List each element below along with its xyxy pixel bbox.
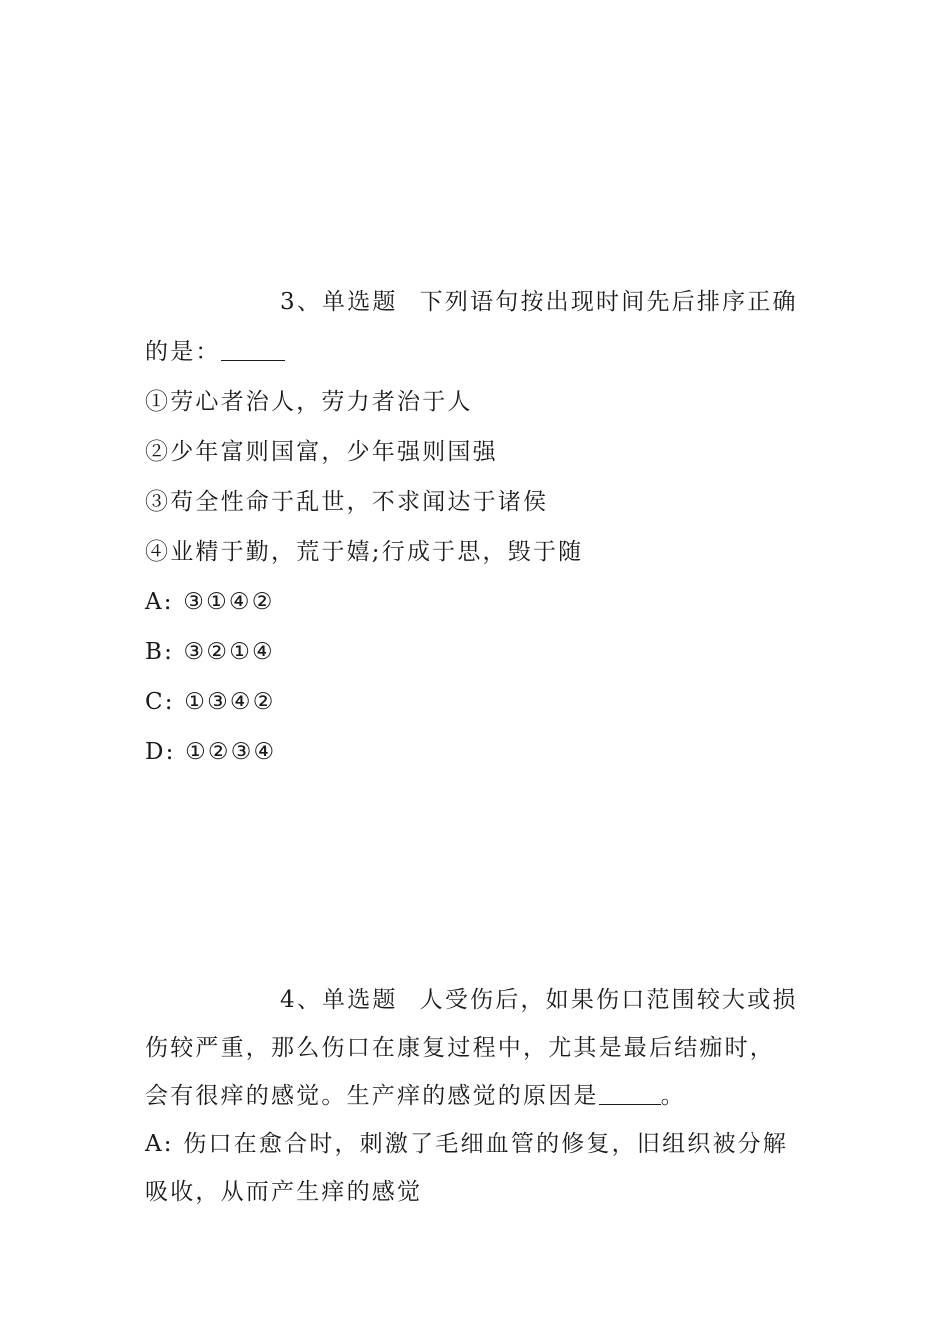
question-3 (145, 282, 810, 782)
question-4-stem-text: 会有很痒的感觉。生产痒的感觉的原因是 (145, 1083, 599, 1109)
question-3-item-2: ②少年富则国富，少年强则国强 (145, 439, 498, 465)
question-4-stem-end: 。 (660, 1083, 686, 1109)
question-4-stem-line2: 伤较严重，那么伤口在康复过程中，尤其是最后结痂时， (145, 1035, 775, 1061)
question-3-header (145, 282, 810, 332)
question-3-option-c: C: ①③④② (145, 689, 276, 715)
question-3-option-d: D: ①②③④ (145, 739, 277, 765)
question-3-stem-line1: 下列语句按出现时间先后排序正确 (419, 289, 798, 315)
question-3-stem-line2 (145, 332, 810, 382)
question-3-item-4: ④业精于勤，荒于嬉;行成于思，毁于随 (145, 539, 584, 565)
question-3-item-1: ①劳心者治人，劳力者治于人 (145, 389, 473, 415)
question-3-stem-text: 的是： (145, 339, 221, 365)
question-3-number: 3、单选题 (280, 289, 398, 315)
question-4-header (145, 980, 810, 1028)
question-3-item-3: ③苟全性命于乱世，不求闻达于诸侯 (145, 489, 549, 515)
question-4-stem-line3 (145, 1076, 810, 1124)
question-4 (145, 980, 810, 1220)
answer-blank (599, 1082, 661, 1105)
answer-blank (221, 338, 285, 361)
question-3-option-a: A: ③①④② (145, 589, 275, 615)
question-3-option-b: B: ③②①④ (145, 639, 275, 665)
question-4-stem-line1: 人受伤后，如果伤口范围较大或损 (419, 987, 798, 1013)
question-4-option-a-line1: A: 伤口在愈合时，刺激了毛细血管的修复，旧组织被分解 (145, 1131, 789, 1157)
question-4-option-a-line2: 吸收，从而产生痒的感觉 (145, 1179, 423, 1205)
question-4-number: 4、单选题 (280, 987, 398, 1013)
